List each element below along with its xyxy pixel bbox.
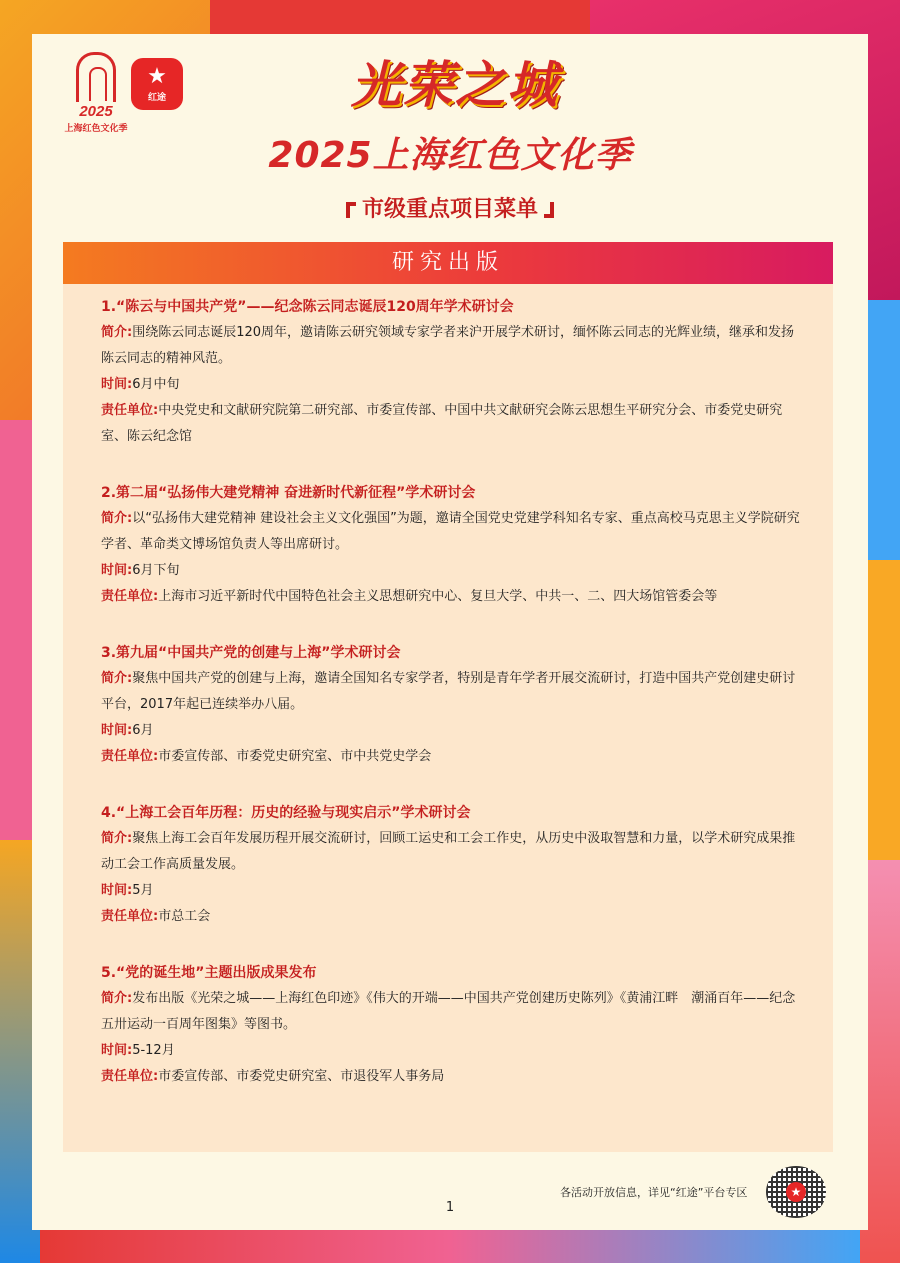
section-title: 研究出版	[63, 242, 833, 284]
hongtu-app-logo	[131, 58, 183, 110]
item-intro	[101, 320, 807, 372]
unit-text: 市委宣传部、市委党史研究室、市中共党史学会	[158, 749, 432, 764]
page-number: 1	[445, 1200, 455, 1215]
bracket-left-icon	[346, 202, 356, 218]
gate-icon	[76, 52, 116, 102]
unit-label: 责任单位:	[101, 589, 159, 604]
bracket-right-icon	[544, 202, 554, 218]
time-label: 时间:	[101, 1043, 133, 1058]
intro-label: 简介:	[101, 671, 133, 686]
page-subtitle	[0, 193, 900, 227]
time-text: 6月中旬	[132, 377, 180, 392]
item-unit	[101, 584, 807, 610]
item-time	[101, 1038, 807, 1064]
time-label: 时间:	[101, 723, 133, 738]
logo-year: 2025	[79, 103, 113, 120]
item-title: 1.“陈云与中国共产党”——纪念陈云同志诞辰120周年学术研讨会	[101, 299, 514, 315]
item-time	[101, 718, 807, 744]
time-text: 6月下旬	[132, 563, 180, 578]
unit-text: 上海市习近平新时代中国特色社会主义思想研究中心、复旦大学、中共一、二、四大场馆管委会等	[158, 589, 718, 604]
bg-block	[40, 1230, 860, 1263]
footer-note: 各活动开放信息，详见“红途”平台专区	[560, 1186, 748, 1199]
unit-text: 市总工会	[158, 909, 211, 924]
item-time	[101, 558, 807, 584]
calligraphy-title: 光荣之城	[351, 55, 559, 114]
time-text: 5-12月	[132, 1043, 175, 1058]
item-unit	[101, 1064, 807, 1090]
item-title: 4.“上海工会百年历程：历史的经验与现实启示”学术研讨会	[101, 805, 471, 821]
intro-text: 聚焦中国共产党的创建与上海，邀请全国知名专家学者，特别是青年学者开展交流研讨，打造中国共产党创建史研讨平台，2017年起已连续举办八届。	[101, 671, 796, 712]
qr-code-icon[interactable]	[766, 1166, 826, 1218]
list-item	[101, 640, 807, 770]
unit-label: 责任单位:	[101, 909, 159, 924]
item-unit	[101, 398, 807, 450]
time-label: 时间:	[101, 377, 133, 392]
intro-text: 发布出版《光荣之城——上海红色印迹》《伟大的开端——中国共产党创建历史陈列》《黄浦江畔 潮涌百年——纪念五卅运动一百周年图集》等图书。	[101, 991, 796, 1032]
star-icon: ★	[786, 1182, 806, 1202]
item-title: 3.第九届“中国共产党的创建与上海”学术研讨会	[101, 645, 401, 661]
list-item	[101, 800, 807, 930]
unit-text: 市委宣传部、市委党史研究室、市退役军人事务局	[158, 1069, 445, 1084]
intro-text: 以“弘扬伟大建党精神 建设社会主义文化强国”为题，邀请全国党史党建学科知名专家、重点高校马克思主义学院研究学者、革命类文博场馆负责人等出席研讨。	[101, 511, 800, 552]
unit-text: 中央党史和文献研究院第二研究部、市委宣传部、中国中共文献研究会陈云思想生平研究分会、市委党史研究室、陈云纪念馆	[101, 403, 783, 444]
unit-label: 责任单位:	[101, 403, 159, 418]
intro-label: 简介:	[101, 511, 133, 526]
subtitle-text: 市级重点项目菜单	[361, 197, 538, 222]
item-list	[63, 284, 833, 1090]
logo-name: 上海红色文化季	[64, 124, 128, 134]
item-intro	[101, 666, 807, 718]
intro-text: 围绕陈云同志诞辰120周年，邀请陈云研究领域专家学者来沪开展学术研讨，缅怀陈云同志的光辉业绩，继承和发扬陈云同志的精神风范。	[101, 325, 795, 366]
culture-season-logo	[58, 52, 134, 138]
time-text: 6月	[132, 723, 154, 738]
item-time	[101, 372, 807, 398]
intro-text: 聚焦上海工会百年发展历程开展交流研讨，回顾工运史和工会工作史，从历史中汲取智慧和力量，以学术研究成果推动工会工作高质量发展。	[101, 831, 796, 872]
item-time	[101, 878, 807, 904]
item-title: 5.“党的诞生地”主题出版成果发布	[101, 965, 317, 981]
intro-label: 简介:	[101, 991, 133, 1006]
time-label: 时间:	[101, 563, 133, 578]
list-item	[101, 480, 807, 610]
star-icon: ★	[147, 63, 167, 89]
item-title: 2.第二届“弘扬伟大建党精神 奋进新时代新征程”学术研讨会	[101, 485, 476, 501]
item-intro	[101, 506, 807, 558]
item-unit	[101, 744, 807, 770]
unit-label: 责任单位:	[101, 1069, 159, 1084]
item-intro	[101, 826, 807, 878]
item-unit	[101, 904, 807, 930]
time-text: 5月	[132, 883, 154, 898]
list-item	[101, 960, 807, 1090]
page-title: 2025上海红色文化季	[268, 135, 632, 176]
content-panel	[63, 242, 833, 1152]
item-intro	[101, 986, 807, 1038]
app-name: 红途	[147, 92, 166, 103]
intro-label: 简介:	[101, 325, 133, 340]
unit-label: 责任单位:	[101, 749, 159, 764]
time-label: 时间:	[101, 883, 133, 898]
intro-label: 简介:	[101, 831, 133, 846]
list-item	[101, 294, 807, 450]
